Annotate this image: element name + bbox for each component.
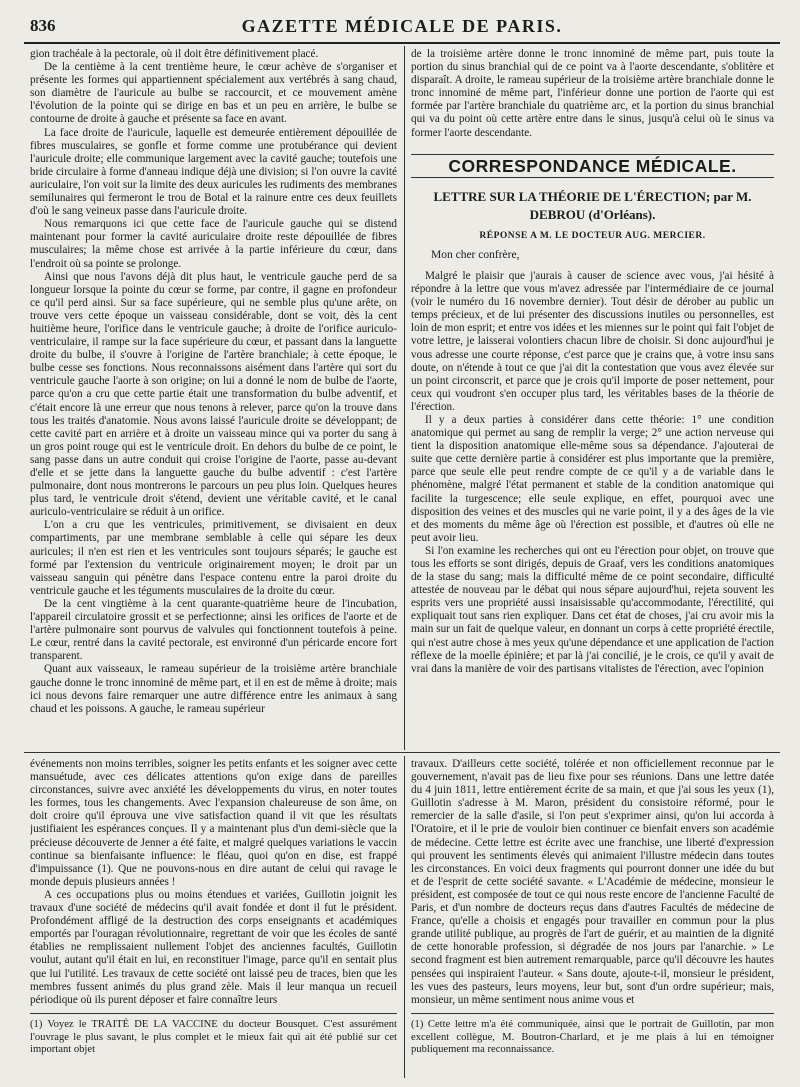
header-rule [24,42,780,44]
upper-right-column [411,48,774,746]
paragraph: De la cent vingtième à la cent quarante-quatrième heure de l'incubation, l'appareil circulatoire grossit et se perfectionne; ainsi les orifices de l'aorte et de l'artère pulmonaire sont pourvus de valvules qui fonctionnent toutefois à peine. Le cœur, rentré dans la cavité pectorale, est environné d'un péricarde encore fort transparent. [30,597,397,663]
paragraph: Malgré le plaisir que j'aurais à causer de science avec vous, j'ai hésité à répondre à la lettre que vous m'avez adressée par l'intermédiaire de ce journal (voir le numéro du 16 novembre dernier). Tout désir de dérober au public un temps précieux, et de lui présenter des discussions inutiles ou personnelles, est loin de mon esprit; et entre vos idées et les miennes sur le point qui fait l'objet de votre lettre, je laisserai volontiers chacun libre de choisir. Si donc aujourd'hui je vous adresse une courte réponse, c'est parce que je crains que, à votre insu sans doute, on n'étende à tout ce que j'ai dit la contestation que vous avez élevée sur un point circonscrit, et parce que je crois qu'il importe de poser nettement, pour ceux qui voudront s'en occuper plus tard, les véritables bases de la théorie de l'érection. [411,269,774,413]
paragraph: A ces occupations plus ou moins étendues et variées, Guillotin joignit les travaux d'une société de médecins qu'il avait fondée et dont il fut le président. Profondément affligé de la destruction des corps enseignants et académiques emportés par l'ouragan révolutionnaire, regrettant de voir que les écoles de santé établies ne remplissaient nullement l'objet des anciennes facultés, Guillotin voulut, autant qu'il était en lui, en reconstituer l'image, parce qu'il en sentait plus que lui l'utilité. Les travaux de cette société ont laissé peu de traces, bien que les membres fussent animés du plus grand zèle. Mais il leur manqua un recueil périodique où ils purent déposer et faire connaître leurs [30,888,397,1006]
footnote-rule [411,1013,774,1014]
lower-right-column [411,758,774,1010]
letter-title: LETTRE SUR LA THÉORIE DE L'ÉRECTION; par M. DEBROU (d'Orléans). [433,188,752,222]
journal-title: GAZETTE MÉDICALE DE PARIS. [241,16,563,36]
paragraph: L'on a cru que les ventricules, primitivement, se divisaient en deux compartiments, par une membrane semblable à celle qui sépare les deux auricules; il n'en est rien et les ventricules sont toujours séparés; le gauche est formé par l'extension du ventricule originairement moyen; le droit par un vaisseau sanguin qui pénètre dans l'espace contenu entre la paroi droite du ventricule gauche et les téguments musculaires de la droite du cœur. [30,519,397,597]
paragraph: Si l'on examine les recherches qui ont eu l'érection pour objet, on trouve que tous les efforts se sont dirigés, depuis de Graaf, vers les conditions anatomiques de la stase du sang; mais la difficulté même de ce point secondaire, difficulté attestée de nouveau par le débat qui nous sépare aujourd'hui, rejeta souvent les esprits vers une propriété aussi insaisissable qu'accommodante, l'érectilité, qui expliquait tout sans rien expliquer. Dans cet état de choses, j'ai cru avoir mis la main sur un fait de quelque valeur, en donnant un corps à cette propriété érectile, qui n'est autre chose à mes yeux qu'une dépendance et une application de l'action réflexe de la moelle épinière; et par là j'ai concilié, je le crois, ce qu'il y avait de vrai dans la manière de voir des partisans vitalistes de l'érection, avec l'opinion [411,544,774,675]
column-divider [404,46,405,750]
paragraph: De la centième à la cent trentième heure, le cœur achève de s'organiser et présente les formes qui appartiennent spécialement aux vertébrés à sang chaud, son diamètre de l'auricule au bulbe se raccourcit, et ce mouvement amène l'évolution de la pointe qui se dirige en bas et un peu en arrière, le bulbe se contourne de droite à gauche et présente sa face en avant. [30,61,397,126]
footnote-rule [30,1013,397,1014]
column-divider [404,756,405,1078]
salutation: Mon cher confrère, [431,248,520,261]
paragraph: Quant aux vaisseaux, le rameau supérieur de la troisième artère branchiale gauche donne le tronc innominé de même part, et il en est de même à droite; mais ici nous devons faire remarquer une autre différence entre les animaux à sang chaud et les poissons. A gauche, le rameau supérieur [30,663,397,715]
paragraph: gion trachéale à la pectorale, où il doit être définitivement placé. [30,48,319,60]
paragraph: Nous remarquons ici que cette face de l'auricule gauche qui se distend maintenant pour former la cavité auriculaire droite reste dépouillée de fibres musculaires; la même chose est arrivée à la partie inférieure du cœur, dans l'endroit où sa pointe se prolonge. [30,218,397,270]
upper-left-column [30,48,397,746]
paragraph: travaux. D'ailleurs cette société, tolérée et non officiellement reconnue par le gouvernement, n'avait pas de lieu fixe pour ses réunions. Dans une lettre datée du 4 juin 1811, lettre entièrement écrite de sa main, et que j'ai sous les yeux (1), Guillotin s'adresse à M. Maron, président du consistoire réformé, pour le remercier de la salle d'asile, si l'on peut s'exprimer ainsi, qu'on lui accorda à l'Oratoire, et il le prie de vouloir bien continuer ce bienfait envers son académie de médecine. Cette lettre est écrite avec une franchise, une liberté d'expression qui prouvent les sentiments élevés qui animaient l'illustre médecin dans toutes les circonstances. En voici deux fragments qui pourront donner une idée du but et de l'esprit de cette société savante. « L'Académie de médecine, monsieur le président, est composée de tout ce qui nous reste encore de l'ancienne Faculté de Paris, et d'un nombre de docteurs reçus dans d'autres Facultés de médecine de France, qu'elle a choisis et engagés pour travailler en commun pour la plus grande utilité publique, au progrès de l'art de guérir, et au maintien de la dignité de cette honorable profession, si dégradée de nos jours par l'anarchie. » Le second fragment est bien autrement remarquable, parce qu'il découvre les hautes pensées qui inspiraient l'auteur. « Sans doute, ajoute-t-il, monsieur le président, les vues des pasteurs, leurs moyens, leur but, sont d'un ordre supérieur; mais, monsieur, un même sentiment nous anime vous et [411,758,774,1006]
section-title: CORRESPONDANCE MÉDICALE. [411,154,774,178]
paragraph: La face droite de l'auricule, laquelle est demeurée entièrement dépouillée de fibres musculaires, se gonfle et forme comme une protubérance qui devient l'auricule droite; elle communique largement avec la cavité gauche; toutefois une bride circulaire à forme d'anneau indique déjà une division; si l'on ouvre la cavité auriculaire, l'on voit sur la limite des deux auricules les rudiments des membranes semilunaires qui fermeront le trou de Botal et la rainure entre ces deux feuillets d'où le sang veineux passe dans l'auricule droite. [30,126,397,218]
paragraph: Il y a deux parties à considérer dans cette théorie: 1° une condition anatomique qui permet au sang de remplir la verge; 2° une action nerveuse qui tient la disposition anatomique elle-même sous sa dépendance. J'ajouterai de suite que cette dernière partie à considérer est plus importante que la première, parce que seule elle peut rendre compte de ce qu'il y a de variable dans le phénomène, malgré l'état permanent et stable de la condition anatomique qui facilite la turgescence; elle seule explique, en effet, pourquoi avec une disposition des veines et des muscles qui ne varie point, il y a des âges de la vie et des moments du même âge où l'érection est possible, et d'autres où elle ne peut avoir lieu. [411,413,774,544]
footnote-right: (1) Cette lettre m'a été communiquée, ainsi que le portrait de Guillotin, par mon excellent collègue, M. Boutron-Charlard, et je me plais à lui en témoigner publiquement ma reconnaissance. [411,1019,774,1056]
section-separator [24,752,780,753]
lower-left-column [30,758,397,1010]
paragraph: événements non moins terribles, soigner les petits enfants et les soigner avec cette mansuétude, avec ces délicates attentions qu'on exige dans de pareilles circonstances, suivre avec anxiété les développements du virus, en noter toutes les formes, tous les changements. Avec l'expansion chaleureuse de son âme, on doit croire qu'il éprouva une vive satisfaction quand il vit que les résultats justifiaient les espérances conçues. Il y a maintenant plus d'un demi-siècle que la précieuse découverte de Jenner a été faite, et malgré quelques variations le vaccin continue sa bienfaisante influence: le fléau, quoi qu'on en dise, est frappé d'impuissance (1). Que ne pouvons-nous en dire autant de celui qui ravage le monde depuis plusieurs années ! [30,758,397,888]
paragraph: de la troisième artère donne le tronc innominé de même part, puis toute la portion du sinus branchial qui de ce point va à l'aorte descendante, s'oblitère et disparaît. A droite, le rameau supérieur de la troisième artère branchiale donne le tronc innominé de même part, l'inférieur donne une portion de l'aorte qui est formée par l'artère branchiale du quatrième arc, et la portion du sinus branchial qui va du point où cette artère entre dans le sinus, jusqu'à celui où le sinus va former l'aorte descendante. [411,48,774,139]
footnote-left: (1) Voyez le TRAITÉ DE LA VACCINE du docteur Bousquet. C'est assurément l'ouvrage le plus savant, le plus complet et le mieux fait qui ait été publié sur cet important objet [30,1019,397,1056]
page-number: 836 [30,16,56,35]
paragraph: Ainsi que nous l'avons déjà dit plus haut, le ventricule gauche perd de sa longueur lorsque la pointe du cœur se forme, par contre, il gagne en profondeur ce qu'il perd ainsi. Sur sa face supérieure, qui ne semble plus qu'une arête, on trouve vers cette époque un vaisseau considérable, dont se voit, dès la cent huitième heure, l'orifice dans le ventricule gauche; à droite de l'orifice auriculo-ventriculaire, il rampe sur la face supérieure du cœur, et passant dans la languette droite du bulbe, il s'ouvre à l'origine de l'artère branchiale; à cette époque, le bulbe cesse ses fonctions. Nous reconnaissons aisément dans l'artère qui sort du ventricule gauche l'aorte à son origine; on lui a donné le nom de bulbe de l'aorte, parce qu'on a cru que cette partie était une transformation du bulbe adventif, et c'était encore là une erreur que nous tenons à relever, parce qu'on la trouve dans tous les traités d'anatomie. Nous avons laissé l'auricule droite se développant; de cette cavité part en arrière et à droite un vaisseau mince qui va porter du sang à un gros point rouge qui est le ventricule droit. En dehors du bulbe de ce point, le sang passe dans un autre conduit qui croise l'origine de l'aorte, passe au-devant d'elle et se jette dans la languette gauche du bulbe adventif : c'est l'artère pulmonaire, dont nous montrerons le parcours un peu plus loin. Quelques heures plus tard, le ventricule droit s'étend, devient une véritable cavité, et le canal auriculo-ventriculaire se réduit à un orifice. [30,270,397,519]
page-header [24,14,780,40]
reply-heading: RÉPONSE A M. LE DOCTEUR AUG. MERCIER. [479,230,706,241]
